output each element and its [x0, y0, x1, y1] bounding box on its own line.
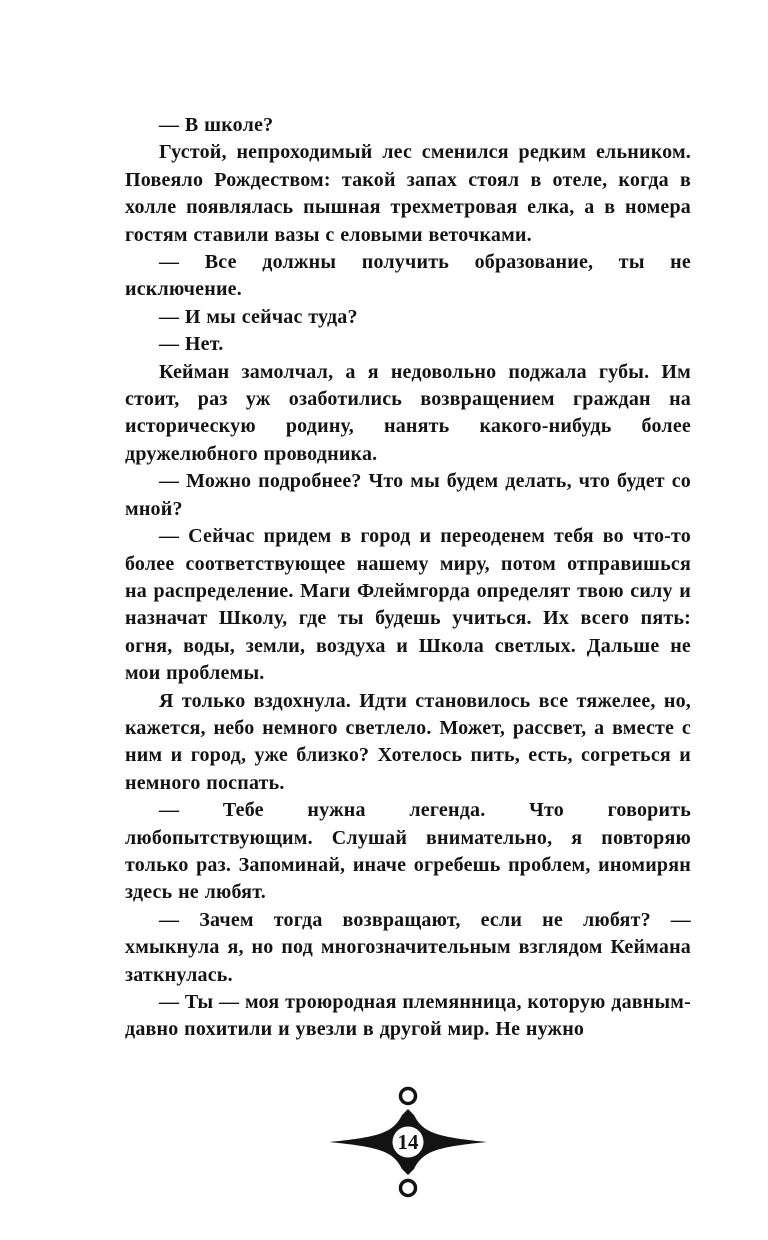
top-ring-icon	[401, 1089, 416, 1104]
paragraph: Густой, непроходимый лес сменился редким ельником. Повеяло Рождеством: такой запах стоял в отеле, когда в холле появлялась пышная трехметровая елка, а в номера гостям ставили вазы с еловыми веточками.	[125, 141, 691, 246]
paragraph: — И мы сейчас туда?	[159, 305, 358, 328]
paragraph: — Ты — моя троюродная племянница, которую давным-давно похитили и увезли в другой мир. Не нужно	[125, 991, 691, 1041]
paragraph: — Можно подробнее? Что мы будем делать, что будет со мной?	[125, 470, 691, 520]
paragraph: — Все должны получить образование, ты не исключение.	[125, 251, 691, 301]
page-number: 14	[397, 1130, 419, 1154]
paragraph: — В школе?	[159, 114, 274, 136]
paragraph: Кейман замолчал, а я недовольно поджала губы. Им стоит, раз уж озаботились возвращением граждан на историческую родину, нанять какого-нибудь более дружелюбного проводника.	[125, 360, 691, 465]
paragraph: — Зачем тогда возвращают, если не любят? — хмыкнула я, но под многозначительным взглядом Кеймана заткнулась.	[125, 908, 691, 986]
paragraph: — Тебе нужна легенда. Что говорить любопытствующим. Слушай внимательно, я повторяю только раз. Запоминай, иначе огребешь проблем, иномирян здесь не любят.	[125, 799, 691, 904]
paragraph: Я только вздохнула. Идти становилось все тяжелее, но, кажется, небо немного светлело. Может, рассвет, а вместе с ним и город, уже близко? Хотелось пить, есть, согреться и немного поспать.	[125, 689, 691, 794]
text-block	[125, 112, 691, 1044]
bottom-ring-icon	[401, 1181, 416, 1196]
page-ornament	[125, 1086, 691, 1198]
paragraph: — Нет.	[159, 333, 224, 356]
paragraph: — Сейчас придем в город и переоденем тебя во что-то более соответствующее нашему миру, потом отправишься на распределение. Маги Флеймгорда определят твою силу и назначат Школу, где ты будешь учиться. Их всего пять: огня, воды, земли, воздуха и Школа светлых. Дальше не мои проблемы.	[125, 525, 691, 685]
